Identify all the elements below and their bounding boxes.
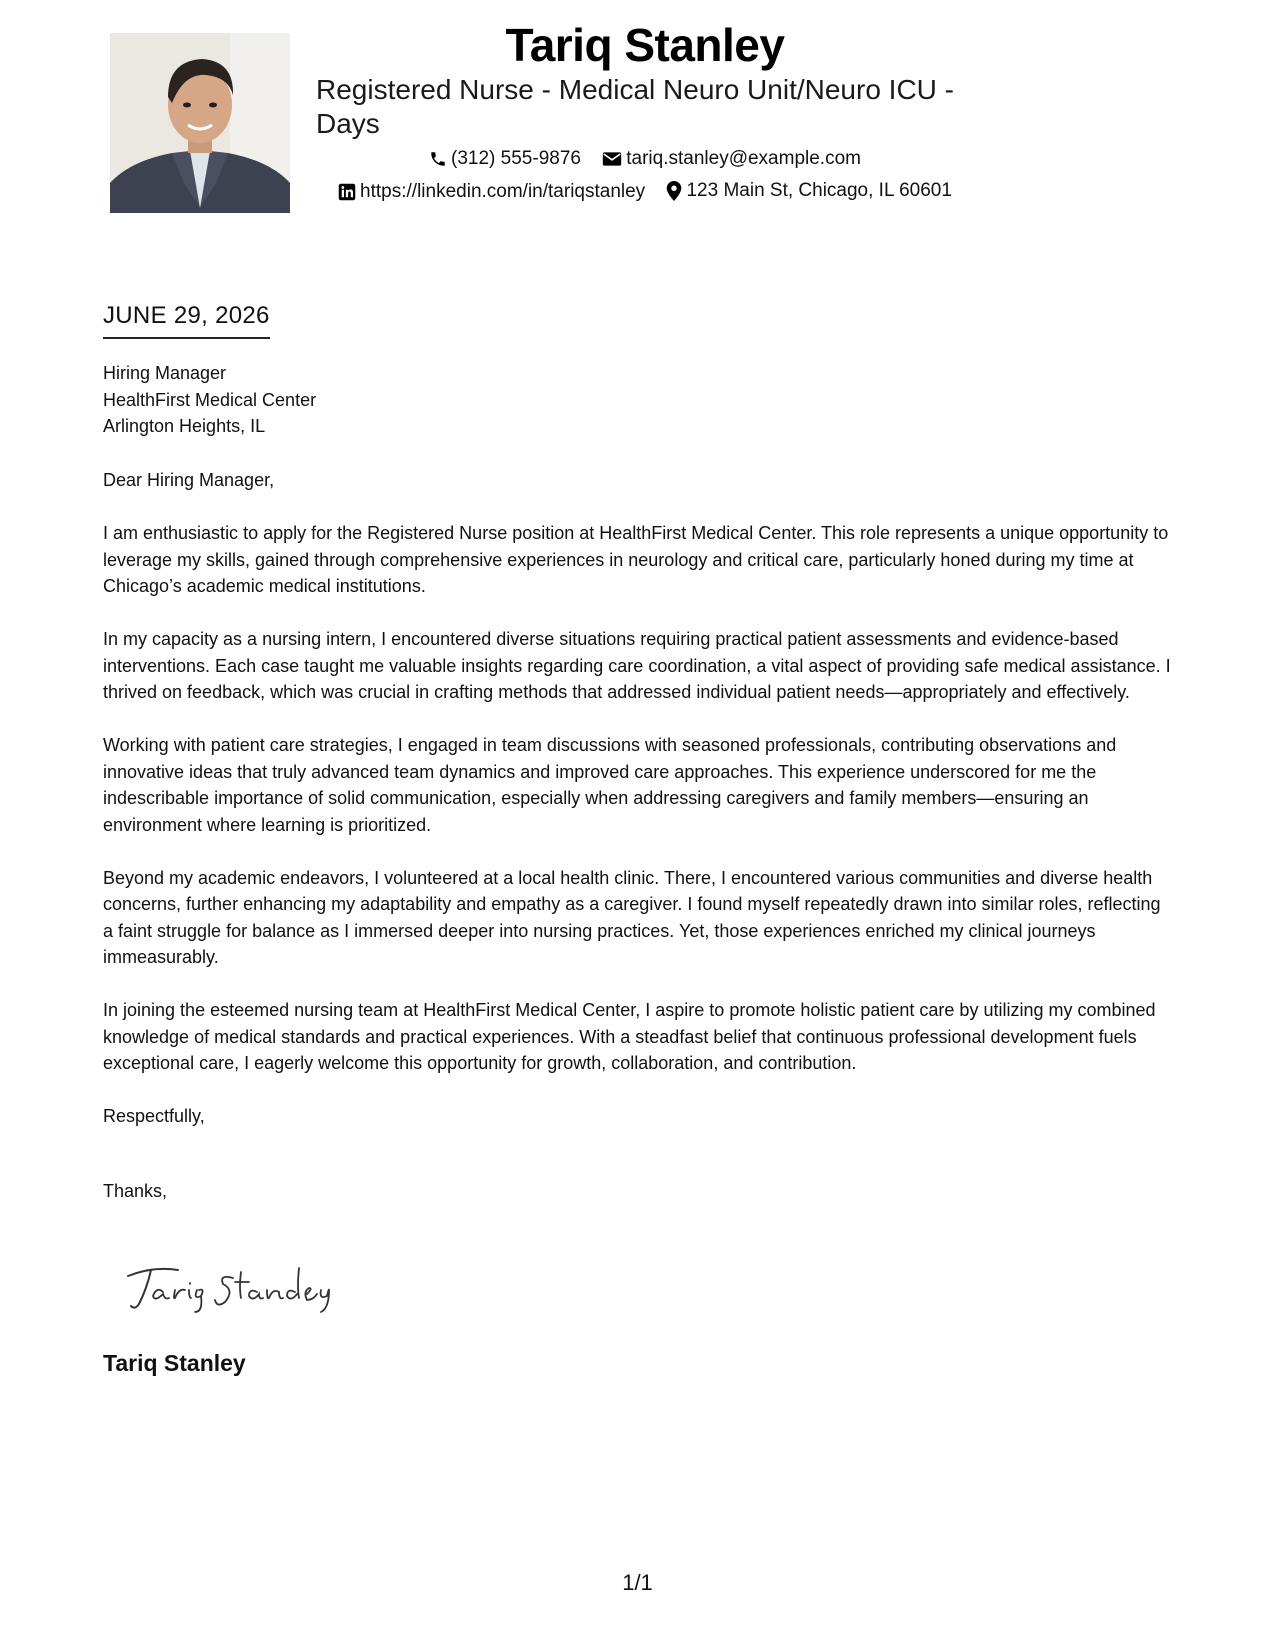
letter-date: JUNE 29, 2026 (103, 302, 270, 339)
salutation: Dear Hiring Manager, (103, 470, 275, 490)
phone-icon (429, 150, 447, 168)
envelope-icon (602, 150, 622, 168)
phone-contact[interactable] (429, 148, 581, 170)
linkedin-icon (338, 183, 356, 201)
linkedin-url: https://linkedin.com/in/tariqstanley (360, 181, 646, 202)
job-title: Registered Nurse - Medical Neuro Unit/Neuro ICU - Days (316, 74, 954, 139)
body-paragraph: In joining the esteemed nursing team at HealthFirst Medical Center, I aspire to promote holistic patient care by utilizing my combined knowledge of medical standards and practical experiences. With a steadfast belief that continuous professional development fuels exceptional care, I eagerly welcome this opportunity for growth, collaboration, and contribution. (103, 1000, 1156, 1073)
signer-name: Tariq Stanley (103, 1350, 246, 1376)
profile-photo (110, 33, 290, 213)
recipient-line-organization: HealthFirst Medical Center (103, 389, 317, 410)
recipient-block (103, 360, 316, 440)
page-number: 1/1 (622, 1570, 653, 1595)
address-contact (666, 180, 951, 202)
thanks-line: Thanks, (103, 1180, 168, 1201)
closing: Respectfully, (103, 1106, 205, 1126)
letter-body (103, 467, 1173, 1231)
body-paragraph: Working with patient care strategies, I engaged in team discussions with seasoned professionals, contributing observations and innovative ideas that truly advanced team dynamics and improved care approaches. This experience underscored for me the indescribable importance of solid communication, especially when addressing caregivers and family members—ensuring an environment where learning is prioritized. (103, 735, 1117, 835)
handwritten-signature (123, 1258, 343, 1323)
contact-row-primary (290, 148, 1000, 174)
portrait-image (110, 33, 290, 213)
email-address: tariq.stanley@example.com (626, 148, 861, 169)
body-paragraph: Beyond my academic endeavors, I volunteered at a local health clinic. There, I encountered various communities and diverse health concerns, further enhancing my adaptability and empathy as a caregiver. I found myself repeatedly drawn into similar roles, reflecting a faint struggle for balance as I immersed deeper into nursing practices. Yet, those experiences enriched my clinical journeys immeasurably. (103, 867, 1161, 967)
applicant-name: Tariq Stanley (505, 19, 785, 71)
body-paragraph: In my capacity as a nursing intern, I encountered diverse situations requiring practical patient assessments and evidence-based interventions. Each case taught me valuable insights regarding care coordination, a vital aspect of providing safe medical assistance. I thrived on feedback, which was crucial in crafting methods that addressed individual patient needs—appropriately and effectively. (103, 629, 1171, 702)
linkedin-contact[interactable] (338, 181, 645, 203)
email-contact[interactable] (602, 148, 861, 170)
contact-row-secondary (290, 180, 1000, 207)
recipient-line-role: Hiring Manager (103, 363, 227, 383)
body-paragraph: I am enthusiastic to apply for the Registered Nurse position at HealthFirst Medical Center. This role represents a unique opportunity to leverage my skills, gained through comprehensive experiences in neurology and critical care, particularly honed during my time at Chicago’s academic medical institutions. (103, 523, 1169, 596)
recipient-line-location: Arlington Heights, IL (103, 416, 266, 436)
phone-number: (312) 555-9876 (451, 148, 581, 169)
map-pin-icon (666, 181, 682, 201)
street-address: 123 Main St, Chicago, IL 60601 (686, 180, 952, 201)
